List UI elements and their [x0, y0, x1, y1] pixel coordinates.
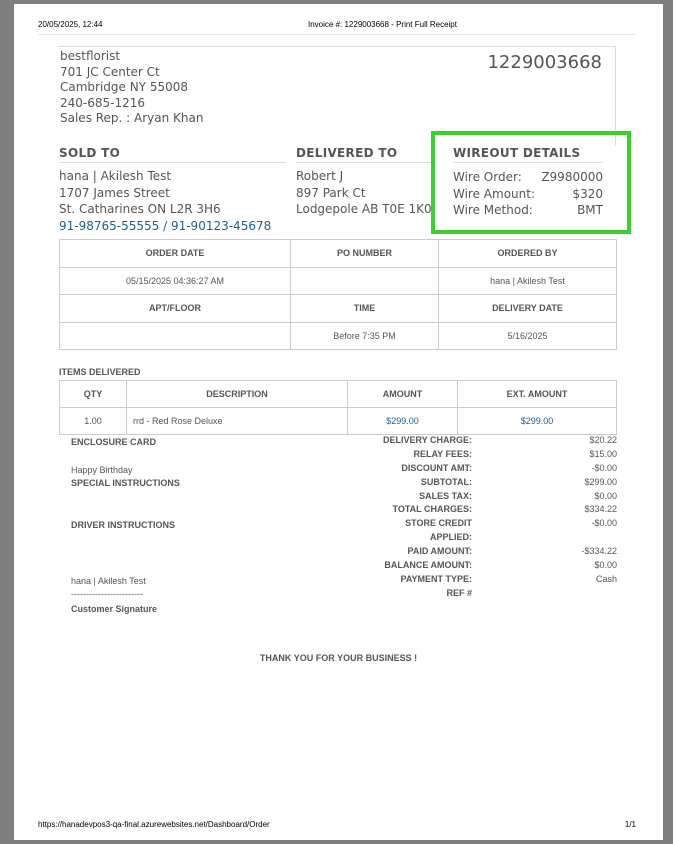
sold-to-title: SOLD TO — [59, 146, 121, 160]
print-document-title: Invoice #: 1229003668 - Print Full Receipt — [308, 20, 457, 29]
sold-to-city: St. Catharines ON L2R 3H6 — [59, 202, 221, 217]
delivered-to-name: Robert J — [296, 169, 344, 183]
signature-line: ------------------------ — [71, 589, 143, 599]
item-qty: 1.00 — [60, 408, 127, 435]
wireout-highlight-box — [431, 131, 631, 234]
items-table — [59, 380, 617, 435]
signature-name: hana | Akilesh Test — [71, 576, 146, 586]
total-label: PAID AMOUNT: — [407, 546, 472, 557]
sold-to-phone1[interactable]: 91-98765-55555 — [59, 218, 160, 233]
total-value: $299.00 — [584, 476, 617, 487]
time-header: TIME — [291, 295, 439, 323]
item-amount: $299.00 — [348, 408, 458, 435]
description-header: DESCRIPTION — [127, 381, 348, 408]
wire-order-label: Wire Order: — [453, 170, 522, 184]
total-value — [472, 588, 617, 602]
total-value: $334.22 — [584, 504, 617, 515]
total-value: $15.00 — [589, 448, 617, 459]
sold-to-phone2[interactable]: 91-90123-45678 — [170, 218, 272, 233]
total-row-discount — [344, 463, 617, 477]
special-instructions-title: SPECIAL INSTRUCTIONS — [71, 478, 180, 488]
total-label: REF # — [446, 587, 472, 598]
phone-separator: / — [159, 218, 171, 233]
items-header-row — [60, 381, 617, 408]
delivered-to-address — [296, 168, 434, 218]
print-datetime: 20/05/2025, 12:44 — [38, 20, 103, 29]
total-label: STORE CREDIT — [405, 518, 472, 529]
sold-to-name: hana | Akilesh Test — [59, 169, 172, 183]
amount-header: AMOUNT — [348, 381, 458, 408]
total-label: PAYMENT TYPE: — [400, 573, 472, 584]
delivered-to-divider — [296, 162, 436, 163]
table-row — [60, 408, 617, 435]
sold-to-address — [59, 168, 271, 234]
order-info-header-row-2 — [60, 295, 617, 323]
total-label: RELAY FEES: — [413, 448, 472, 459]
total-row-sales-tax — [344, 491, 617, 505]
total-row-relay-fees — [344, 449, 617, 463]
signature-label: Customer Signature — [71, 604, 158, 614]
driver-instructions-title: DRIVER INSTRUCTIONS — [71, 520, 176, 530]
wire-method-label: Wire Method: — [453, 203, 533, 217]
po-number-value — [291, 267, 439, 295]
qty-header: QTY — [60, 381, 127, 408]
total-row-store-credit — [344, 518, 617, 532]
delivery-date-header: DELIVERY DATE — [439, 295, 617, 323]
wireout-title: WIREOUT DETAILS — [453, 146, 581, 160]
enclosure-card-text: Happy Birthday — [71, 465, 133, 475]
total-row-paid-amount — [344, 546, 617, 560]
total-label: APPLIED: — [429, 532, 472, 543]
order-date-value: 05/15/2025 04:36:27 AM — [60, 267, 291, 295]
total-row-balance — [344, 560, 617, 574]
wire-method-value: BMT — [577, 203, 603, 217]
sales-rep: Sales Rep. : Aryan Khan — [60, 111, 204, 126]
sold-to-street: 1707 James Street — [59, 185, 170, 200]
apt-floor-header: APT/FLOOR — [60, 295, 291, 323]
delivered-to-street: 897 Park Ct — [296, 185, 366, 200]
delivered-to-title: DELIVERED TO — [296, 146, 398, 160]
wire-amount-label: Wire Amount: — [453, 186, 536, 201]
delivered-to-city: Lodgepole AB T0E 1K0 — [296, 202, 432, 217]
print-page — [14, 4, 663, 840]
print-page-number: 1/1 — [624, 820, 636, 829]
order-date-header: ORDER DATE — [60, 240, 291, 268]
print-url: https://hanadevpos3-qa-final.azurewebsites.net/Dashboard/Order — [38, 820, 270, 829]
time-value: Before 7:35 PM — [291, 322, 439, 350]
business-name: bestflorist — [60, 49, 121, 63]
total-value: Cash — [595, 573, 617, 584]
po-number-header: PO NUMBER — [291, 240, 439, 268]
order-info-value-row — [60, 267, 617, 295]
header-divider — [38, 34, 636, 35]
apt-floor-value — [60, 322, 291, 350]
total-value: -$334.22 — [581, 546, 617, 557]
business-address2: Cambridge NY 55008 — [60, 80, 189, 95]
item-ext-amount: $299.00 — [458, 408, 617, 435]
invoice-number: 1229003668 — [487, 52, 602, 73]
item-description: rrd - Red Rose Deluxe — [127, 408, 348, 435]
wire-order-value: Z9980000 — [541, 170, 603, 184]
ordered-by-value: hana | Akilesh Test — [439, 267, 617, 295]
sold-to-phones — [59, 218, 271, 235]
totals-section — [344, 435, 617, 602]
total-value: $20.22 — [589, 435, 617, 445]
total-value — [472, 532, 617, 546]
delivery-date-value: 5/16/2025 — [439, 322, 617, 350]
order-info-header-row — [60, 240, 617, 268]
total-value: $0.00 — [594, 560, 617, 571]
thank-you-message: THANK YOU FOR YOUR BUSINESS ! — [259, 653, 418, 663]
business-info — [60, 49, 204, 127]
order-info-value-row-2 — [60, 322, 617, 350]
sold-to-divider — [59, 162, 286, 163]
total-label: DISCOUNT AMT: — [401, 462, 472, 473]
total-value: -$0.00 — [591, 518, 617, 529]
total-row-total-charges — [344, 504, 617, 518]
total-label: SALES TAX: — [419, 490, 472, 501]
total-label: TOTAL CHARGES: — [392, 504, 472, 515]
total-label: BALANCE AMOUNT: — [384, 560, 472, 571]
total-row-applied — [344, 532, 617, 546]
ordered-by-header: ORDERED BY — [439, 240, 617, 268]
total-row-delivery-charge — [344, 435, 617, 449]
total-row-ref — [344, 588, 617, 602]
total-value: $0.00 — [594, 490, 617, 501]
total-value: -$0.00 — [591, 462, 617, 473]
order-info-table — [59, 239, 617, 350]
total-label: SUBTOTAL: — [420, 476, 472, 487]
total-row-subtotal — [344, 477, 617, 491]
wire-amount-value: $320 — [572, 186, 603, 201]
items-delivered-title: ITEMS DELIVERED — [59, 367, 141, 377]
ext-amount-header: EXT. AMOUNT — [458, 381, 617, 408]
total-row-payment-type — [344, 574, 617, 588]
business-phone: 240-685-1216 — [60, 95, 146, 110]
total-label: DELIVERY CHARGE: — [382, 435, 472, 445]
enclosure-card-title: ENCLOSURE CARD — [71, 437, 157, 447]
business-address1: 701 JC Center Ct — [60, 64, 160, 79]
